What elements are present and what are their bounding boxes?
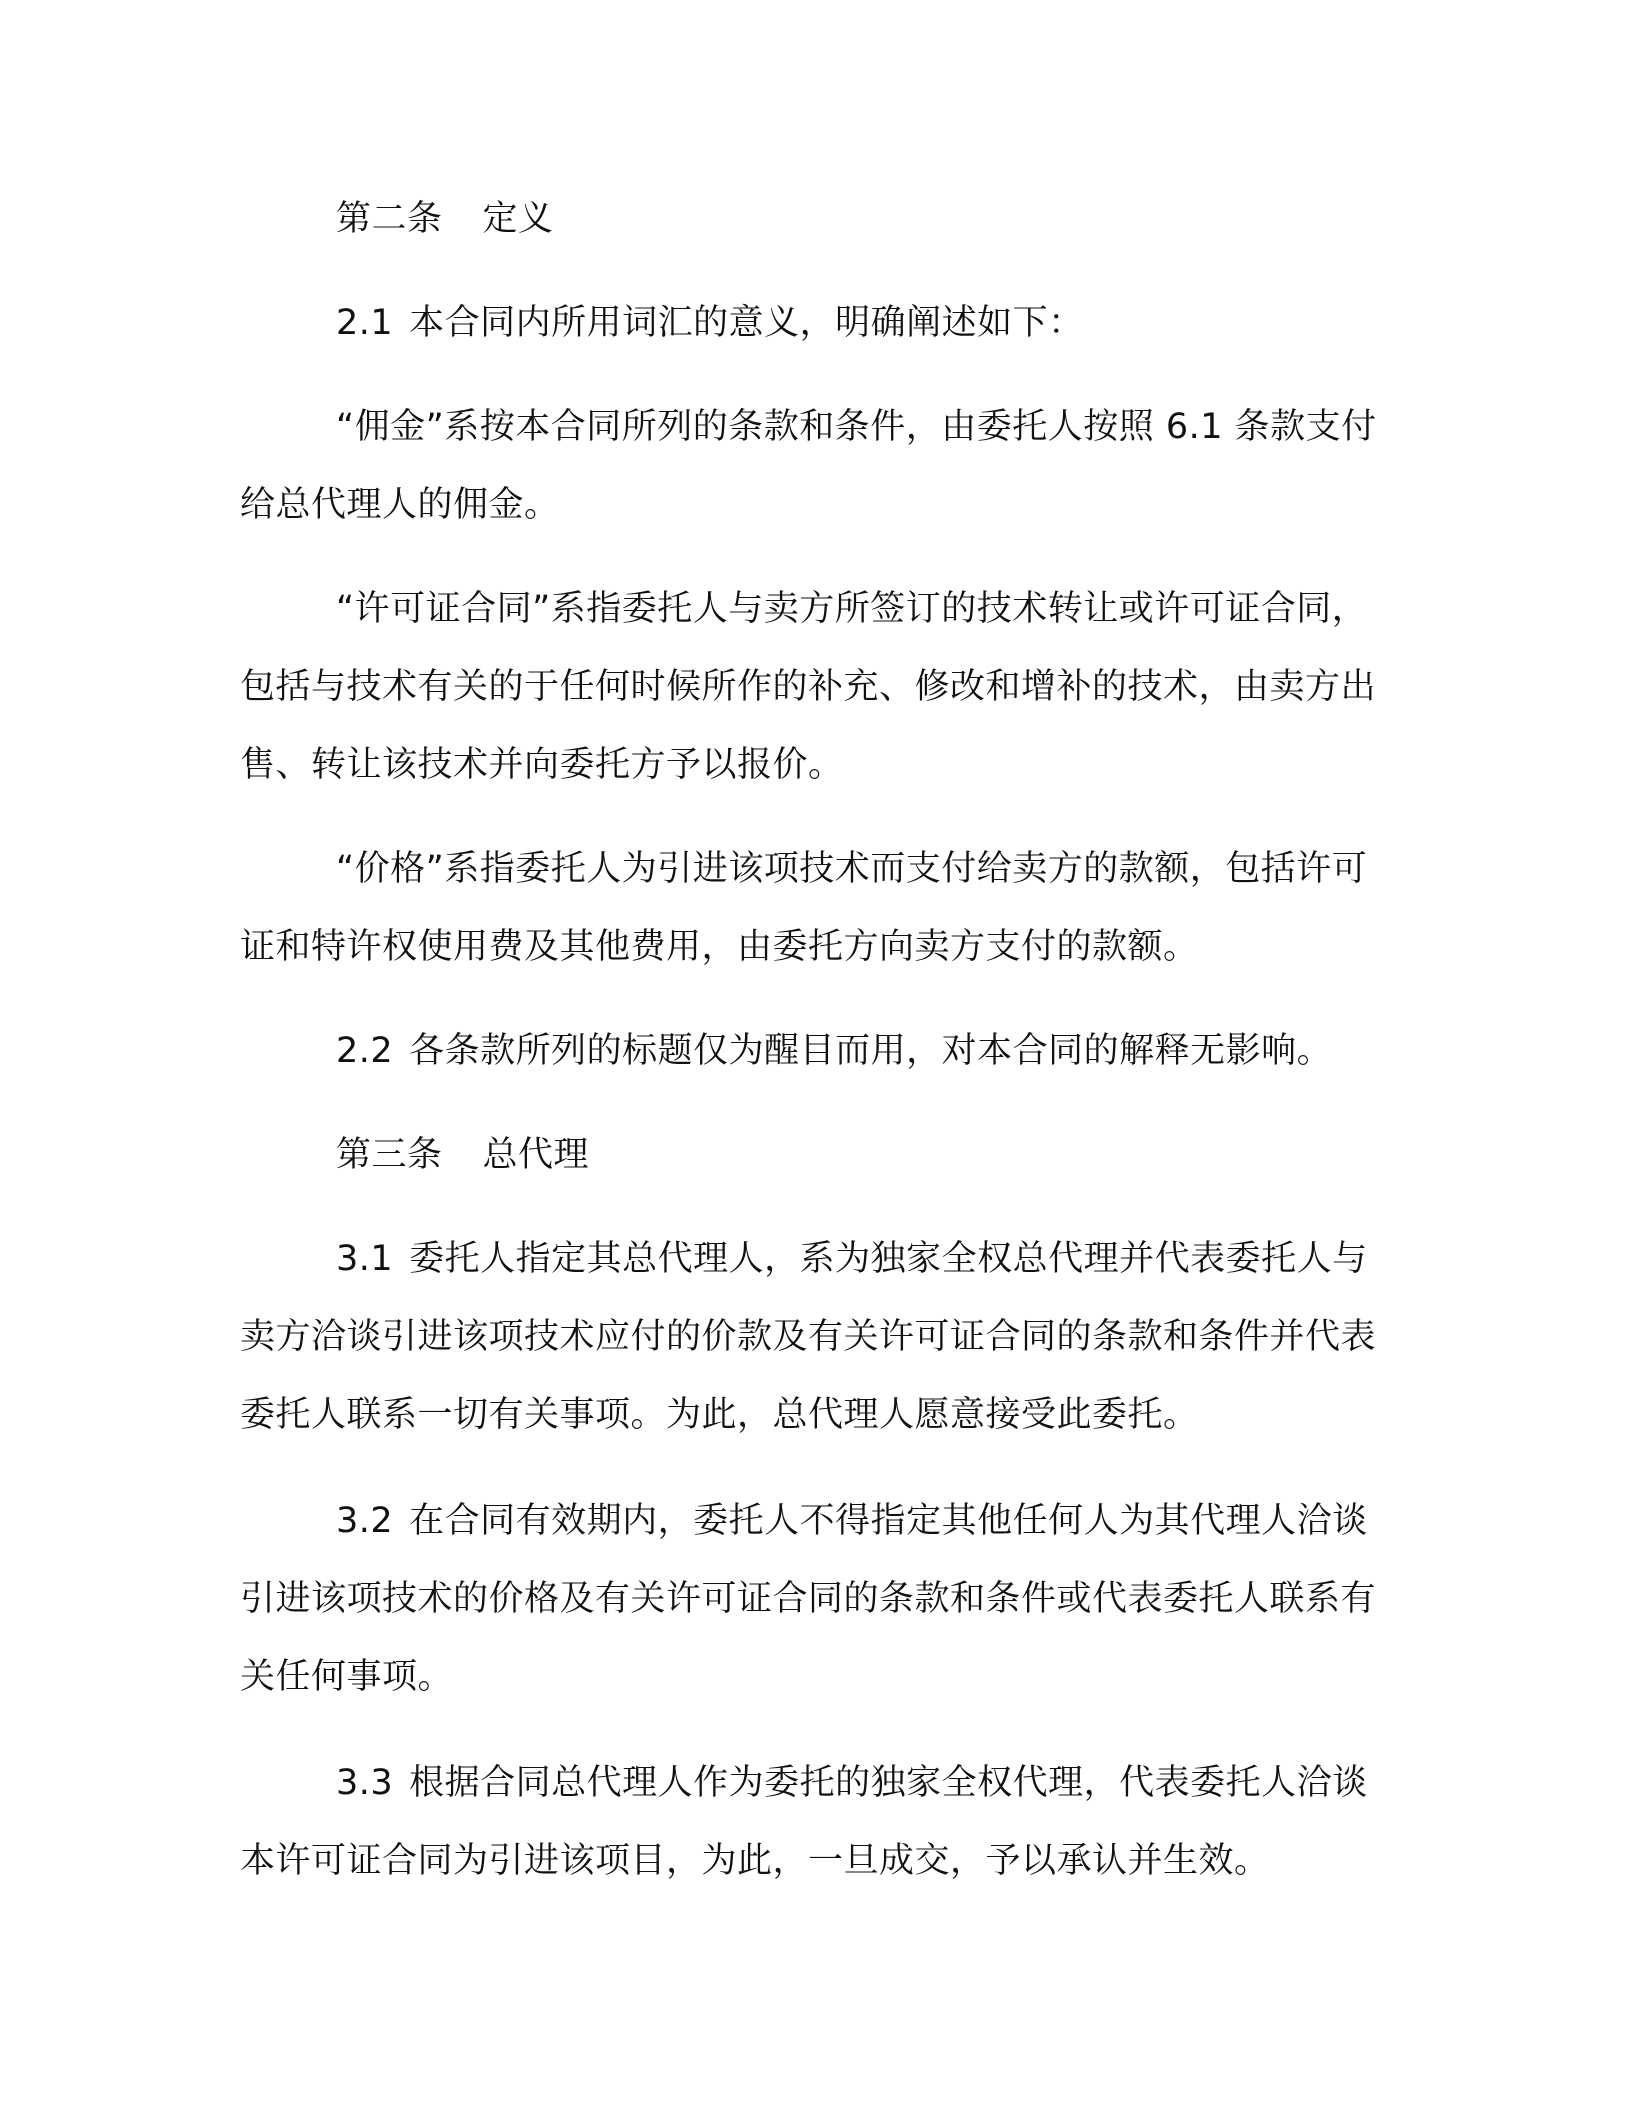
clause-number: 3.3 [336, 1763, 394, 1803]
clause-text: 在合同有效期内，委托人不得指定其他任何人为其代理人洽谈引进该项技术的价格及有关许可证合同的条款和条件或代表委托人联系有关任何事项。 [240, 1501, 1377, 1697]
clause-number: 2.2 [336, 1031, 394, 1071]
article-title: 总代理 [482, 1135, 590, 1175]
clause-3-1 [240, 1220, 1390, 1454]
clause-number: 3.1 [336, 1239, 394, 1279]
clause-text: “许可证合同”系指委托人与卖方所签订的技术转让或许可证合同，包括与技术有关的于任何时候所作的补充、修改和增补的技术，由卖方出售、转让该技术并向委托方予以报价。 [240, 589, 1377, 785]
clause-text: 根据合同总代理人作为委托的独家全权代理，代表委托人洽谈本许可证合同为引进该项目，为此，一旦成交，予以承认并生效。 [240, 1763, 1368, 1881]
article-2-heading [240, 180, 1390, 258]
clause-text: 本合同内所用词汇的意义，明确阐述如下： [409, 303, 1084, 343]
clause-text: 委托人指定其总代理人，系为独家全权总代理并代表委托人与卖方洽谈引进该项技术应付的价款及有关许可证合同的条款和条件并代表委托人联系一切有关事项。为此，总代理人愿意接受此委托。 [240, 1239, 1377, 1435]
clause-2-2 [240, 1012, 1390, 1090]
clause-3-3 [240, 1744, 1390, 1900]
definition-price [240, 830, 1390, 986]
article-3-heading [240, 1116, 1390, 1194]
document-body [240, 180, 1390, 1900]
article-title: 定义 [482, 199, 554, 239]
definition-commission [240, 388, 1390, 544]
clause-number: 2.1 [336, 303, 394, 343]
clause-text: 各条款所列的标题仅为醒目而用，对本合同的解释无影响。 [409, 1031, 1333, 1071]
clause-text: “价格”系指委托人为引进该项技术而支付给卖方的款额，包括许可证和特许权使用费及其他费用，由委托方向卖方支付的款额。 [240, 849, 1368, 967]
clause-text: “佣金”系按本合同所列的条款和条件，由委托人按照 6.1 条款支付给总代理人的佣金。 [240, 407, 1377, 525]
clause-number: 3.2 [336, 1501, 394, 1541]
clause-3-2 [240, 1482, 1390, 1716]
article-number: 第二条 [336, 199, 443, 239]
definition-license-contract [240, 570, 1390, 804]
article-number: 第三条 [336, 1135, 443, 1175]
clause-2-1 [240, 284, 1390, 362]
